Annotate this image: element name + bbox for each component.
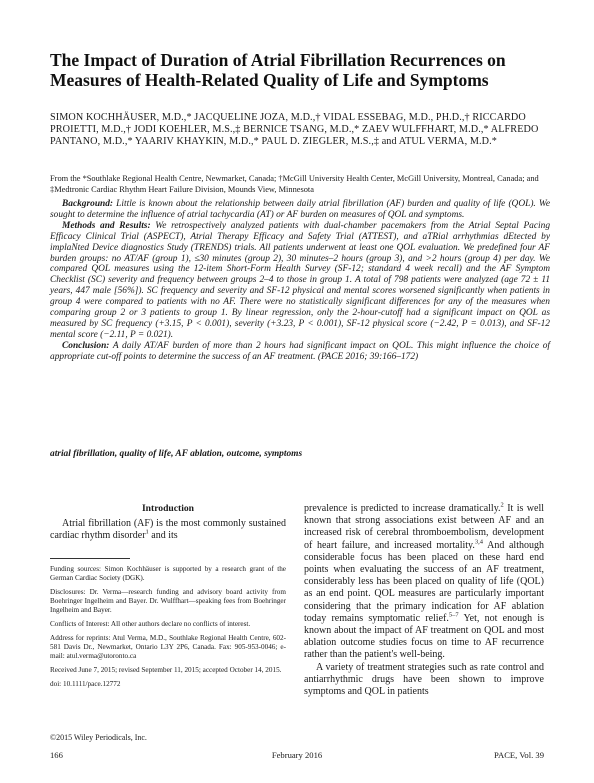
article-title: The Impact of Duration of Atrial Fibrillation Recurrences on Measures of Health-Related Quality of Life and Symptoms — [50, 50, 506, 90]
citation-ref: 1 — [145, 528, 149, 536]
copyright-notice: ©2015 Wiley Periodicals, Inc. — [50, 733, 147, 742]
intro-text: It is well known that strong associations exist between AF and an increased risk of cerebral thromboembolism, development of heart failure, and increased mortality. — [304, 503, 544, 551]
page-number: 166 — [50, 750, 63, 760]
intro-text: And although considerable focus has been placed on these hard end points when evaluating the success of an AF treatment, considerably less has been placed on quality of life (QOL) as an end point. QOL measures are particularly important considering that the primary indication for AF ablation today remains symptomatic relief. — [304, 539, 544, 624]
footnote-address: Address for reprints: Atul Verma, M.D., Southlake Regional Health Centre, 602-581 Davis Dr., Newmarket, Ontario L3Y 2P6, Canada. Fax: 905-953-0046; e-mail: atul.verma@utoronto.ca — [50, 634, 286, 661]
page-footer — [50, 750, 544, 762]
right-column — [304, 503, 544, 698]
introduction-paragraph-2 — [304, 503, 544, 662]
intro-text: Yet, not enough is known about the impact of AF treatment on QOL and most ablation outcome studies focus on time to AF recurrence rather than the patient's well-being. — [304, 612, 544, 661]
footnote-divider — [50, 558, 130, 559]
abstract-background-text: Little is known about the relationship between daily atrial fibrillation (AF) burden and quality of life (QOL). We sought to determine the influence of atrial tachycardia (AT) or AF burden on measures of QOL and symptoms. — [50, 199, 550, 220]
citation-ref: 2 — [500, 501, 504, 509]
introduction-heading: Introduction — [141, 503, 195, 514]
abstract-methods-label: Methods and Results: — [62, 220, 151, 231]
author-affiliations: From the *Southlake Regional Health Centre, Newmarket, Canada; †McGill University Health Center, McGill University, Montreal, Canada; and ‡Medtronic Cardiac Rhythm Heart Failure Division, Mounds View, Minnesota — [50, 174, 539, 194]
intro-text: Atrial fibrillation (AF) is the most commonly sustained cardiac rhythm disorder — [50, 518, 286, 542]
footnote-doi: doi: 10.1111/pace.12772 — [50, 680, 121, 689]
abstract-methods — [50, 221, 550, 341]
abstract-conclusion-text: A daily AT/AF burden of more than 2 hours had significant impact on QOL. This might influence the choice of appropriate cut-off points to determine the success of an AF treatment. (PACE 2016; 39:166–172) — [50, 340, 550, 362]
abstract-conclusion-label: Conclusion: — [62, 340, 110, 351]
intro-text: prevalence is predicted to increase dramatically. — [304, 503, 501, 514]
abstract — [50, 199, 550, 363]
citation-ref: 5–7 — [448, 611, 459, 619]
introduction-paragraph-1 — [50, 518, 286, 542]
left-column — [50, 503, 286, 694]
abstract-background — [50, 199, 550, 221]
keywords: atrial fibrillation, quality of life, AF ablation, outcome, symptoms — [50, 449, 303, 459]
footnote-conflicts: Conflicts of Interest: All other authors declare no conflicts of interest. — [50, 620, 251, 629]
abstract-background-label: Background: — [62, 199, 114, 209]
journal-volume: PACE, Vol. 39 — [494, 750, 544, 760]
abstract-methods-text: We retrospectively analyzed patients with dual-chamber pacemakers from the Atrial Septal Pacing Efficacy Clinical Trial (ASPECT), Atrial Therapy Efficacy and Safety Trial (ATTEST), and aTRial arrhythmias dEtected by implaNted Device diagnostics Study (TRENDS) trials. All patients underwent at least one QOL evaluation. We predefined four AF burden groups: no AT/AF (group 1), ≤30 minutes (group 2), 30 minutes–2 hours (group 3), and >2 hours (group 4) per day. We compared QOL measures using the 12-item Short-Form Health Survey (SF-12; standard 4 week recall) and the AF Symptom Checklist (SC) severity and frequency between groups 2–4 to those in group 1. A total of 798 patients were analyzed (age 72 ± 11 years, 447 male [56%]). SC frequency and severity and SF-12 physical and mental scores worsened significantly when patients in group 4 were compared to patients with no AF. There were no statistically significant differences for any of the measures when comparing group 2 or 3 patients to group 1. By linear regression, only the 2-hour-cutoff had a significant impact on QOL as measured by SC frequency (+3.15, P < 0.001), severity (+3.23, P < 0.001), SF-12 physical score (−2.42, P = 0.013), and SF-12 mental score (−2.11, P = 0.021). — [50, 220, 551, 340]
citation-ref: 3,4 — [474, 538, 484, 546]
introduction-paragraph-3: A variety of treatment strategies such as rate control and antiarrhythmic drugs have been shown to improve symptoms and QOL in patients — [304, 661, 544, 698]
issue-date: February 2016 — [271, 750, 323, 760]
abstract-conclusion — [50, 341, 550, 363]
author-list: SIMON KOCHHÄUSER, M.D.,* JACQUELINE JOZA, M.D.,† VIDAL ESSEBAG, M.D., PH.D.,† RICCARDO PROIETTI, M.D.,† JODI KOEHLER, M.S.,‡ BERNICE TSANG, M.D.,* ZAEV WULFFHART, M.D.,* ALFREDO PANTANO, M.D.,* YAARIV KHAYKIN, M.D.,* PAUL D. ZIEGLER, M.S.,‡ and ATUL VERMA, M.D.* — [50, 112, 539, 148]
footnote-disclosures: Disclosures: Dr. Verma—research funding and advisory board activity from Boehringer Ingelheim and Bayer. Dr. Wulffhart—speaking fees from Boehringer Ingelheim and Bayer. — [50, 588, 286, 615]
footnote-received: Received June 7, 2015; revised September 11, 2015; accepted October 14, 2015. — [50, 666, 282, 675]
footnote-funding: Funding sources: Simon Kochhäuser is supported by a research grant of the German Cardiac Society (DGK). — [50, 565, 286, 583]
intro-text-end: and its — [148, 530, 178, 542]
